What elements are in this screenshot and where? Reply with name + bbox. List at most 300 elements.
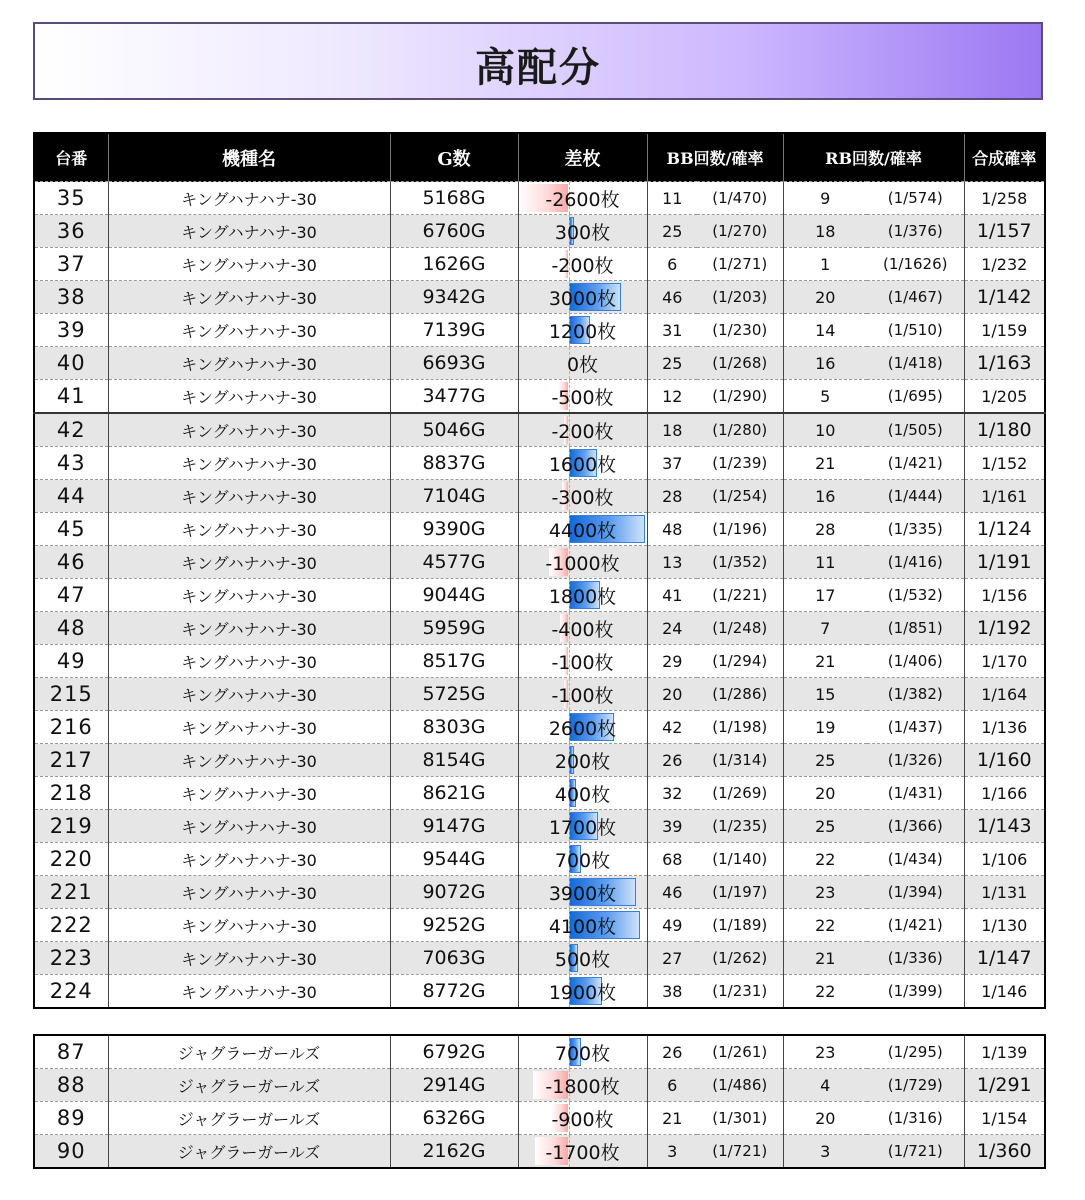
table-row [34,1035,1045,1069]
coin-difference-value: 4400枚 [548,519,617,542]
machine-name: キングハナハナ-30 [108,314,390,347]
table-row [34,215,1045,248]
combined-probability: 1/164 [964,678,1045,711]
table-row [34,843,1045,876]
machine-number: 40 [34,347,108,380]
coin-difference [518,513,647,546]
game-count: 5959G [390,612,518,645]
header-total: 合成確率 [964,133,1045,182]
rb-probability: (1/399) [867,975,964,1009]
bb-probability: (1/198) [697,711,783,744]
bb-probability: (1/271) [697,248,783,281]
bb-probability: (1/239) [697,447,783,480]
machine-number: 215 [34,678,108,711]
combined-probability: 1/163 [964,347,1045,380]
coin-difference [518,1102,647,1135]
rb-probability: (1/729) [867,1069,964,1102]
combined-probability: 1/147 [964,942,1045,975]
rb-probability: (1/437) [867,711,964,744]
coin-difference-value: -1700枚 [545,1141,620,1164]
rb-count: 16 [783,480,867,513]
machine-name: キングハナハナ-30 [108,413,390,447]
rb-probability: (1/574) [867,182,964,215]
table-row [34,711,1045,744]
machine-name: キングハナハナ-30 [108,744,390,777]
rb-count: 21 [783,447,867,480]
bb-probability: (1/140) [697,843,783,876]
rb-count: 28 [783,513,867,546]
rb-count: 17 [783,579,867,612]
coin-difference-value: -400枚 [551,618,614,641]
combined-probability: 1/232 [964,248,1045,281]
game-count: 2162G [390,1135,518,1169]
bb-count: 25 [647,215,697,248]
game-count: 8303G [390,711,518,744]
game-count: 8621G [390,777,518,810]
machine-name: キングハナハナ-30 [108,182,390,215]
bb-count: 31 [647,314,697,347]
machine-name: キングハナハナ-30 [108,546,390,579]
machine-number: 222 [34,909,108,942]
combined-probability: 1/192 [964,612,1045,645]
combined-probability: 1/152 [964,447,1045,480]
table-row [34,777,1045,810]
game-count: 6760G [390,215,518,248]
bb-probability: (1/294) [697,645,783,678]
game-count: 2914G [390,1069,518,1102]
rb-count: 9 [783,182,867,215]
bb-count: 28 [647,480,697,513]
game-count: 8517G [390,645,518,678]
bb-count: 6 [647,248,697,281]
rb-count: 11 [783,546,867,579]
bb-count: 21 [647,1102,697,1135]
combined-probability: 1/154 [964,1102,1045,1135]
table-row [34,314,1045,347]
machine-name: キングハナハナ-30 [108,513,390,546]
combined-probability: 1/157 [964,215,1045,248]
bb-probability: (1/486) [697,1069,783,1102]
rb-probability: (1/326) [867,744,964,777]
machine-number: 218 [34,777,108,810]
coin-difference [518,711,647,744]
machine-number: 220 [34,843,108,876]
coin-difference [518,678,647,711]
machine-name: キングハナハナ-30 [108,447,390,480]
coin-difference [518,546,647,579]
coin-difference [518,314,647,347]
machine-name: キングハナハナ-30 [108,215,390,248]
machine-name: キングハナハナ-30 [108,711,390,744]
coin-difference-value: 300枚 [554,221,611,244]
machine-number: 88 [34,1069,108,1102]
coin-difference-value: 1600枚 [548,453,617,476]
game-count: 8837G [390,447,518,480]
combined-probability: 1/143 [964,810,1045,843]
table-row [34,182,1045,215]
header-diff: 差枚 [518,133,647,182]
game-count: 5046G [390,413,518,447]
bb-count: 26 [647,1035,697,1069]
coin-difference-value: 400枚 [554,783,611,806]
machine-number: 219 [34,810,108,843]
rb-probability: (1/444) [867,480,964,513]
coin-difference-value: -2600枚 [545,188,620,211]
rb-count: 18 [783,215,867,248]
rb-probability: (1/532) [867,579,964,612]
coin-difference [518,480,647,513]
bb-probability: (1/261) [697,1035,783,1069]
combined-probability: 1/139 [964,1035,1045,1069]
machine-number: 224 [34,975,108,1009]
rb-count: 14 [783,314,867,347]
bb-probability: (1/197) [697,876,783,909]
rb-count: 20 [783,1102,867,1135]
bb-probability: (1/270) [697,215,783,248]
machine-number: 89 [34,1102,108,1135]
bb-probability: (1/196) [697,513,783,546]
rb-count: 16 [783,347,867,380]
bb-count: 20 [647,678,697,711]
game-count: 8154G [390,744,518,777]
bb-count: 3 [647,1135,697,1169]
bb-count: 18 [647,413,697,447]
bb-count: 27 [647,942,697,975]
bb-count: 68 [647,843,697,876]
coin-difference-value: 1200枚 [548,320,617,343]
coin-difference [518,909,647,942]
game-count: 3477G [390,380,518,414]
table-row [34,1069,1045,1102]
machine-name: キングハナハナ-30 [108,480,390,513]
rb-probability: (1/421) [867,447,964,480]
machine-number: 221 [34,876,108,909]
combined-probability: 1/124 [964,513,1045,546]
machine-number: 223 [34,942,108,975]
rb-count: 21 [783,645,867,678]
coin-difference-value: 3000枚 [548,287,617,310]
coin-difference [518,447,647,480]
machine-number: 44 [34,480,108,513]
bb-probability: (1/314) [697,744,783,777]
table-header-row [34,133,1045,182]
bb-probability: (1/352) [697,546,783,579]
bb-probability: (1/248) [697,612,783,645]
coin-difference [518,380,647,414]
sub-machine-table [33,1034,1046,1169]
coin-difference-value: 700枚 [554,849,611,872]
combined-probability: 1/180 [964,413,1045,447]
rb-probability: (1/421) [867,909,964,942]
machine-name: キングハナハナ-30 [108,909,390,942]
bb-probability: (1/235) [697,810,783,843]
bb-count: 38 [647,975,697,1009]
game-count: 5168G [390,182,518,215]
game-count: 7063G [390,942,518,975]
header-no: 台番 [34,133,108,182]
machine-number: 48 [34,612,108,645]
table-row [34,546,1045,579]
header-games: G数 [390,133,518,182]
machine-number: 35 [34,182,108,215]
bb-count: 48 [647,513,697,546]
machine-name: キングハナハナ-30 [108,777,390,810]
machine-number: 37 [34,248,108,281]
bb-probability: (1/262) [697,942,783,975]
coin-difference-value: 0枚 [566,353,599,376]
table-row [34,413,1045,447]
sub-table-body [34,1035,1045,1168]
coin-difference-value: 1800枚 [548,585,617,608]
rb-count: 10 [783,413,867,447]
coin-difference [518,281,647,314]
game-count: 6326G [390,1102,518,1135]
machine-name: ジャグラーガールズ [108,1035,390,1069]
table-row [34,876,1045,909]
bb-count: 37 [647,447,697,480]
game-count: 9544G [390,843,518,876]
table-row [34,513,1045,546]
coin-difference-value: 3900枚 [548,882,617,905]
machine-name: キングハナハナ-30 [108,281,390,314]
combined-probability: 1/146 [964,975,1045,1009]
combined-probability: 1/160 [964,744,1045,777]
coin-difference [518,347,647,380]
combined-probability: 1/258 [964,182,1045,215]
table-row [34,678,1045,711]
bb-probability: (1/280) [697,413,783,447]
coin-difference-value: 4100枚 [548,915,617,938]
coin-difference-value: 2600枚 [548,717,617,740]
machine-name: キングハナハナ-30 [108,876,390,909]
coin-difference [518,413,647,447]
coin-difference [518,843,647,876]
coin-difference [518,579,647,612]
rb-count: 5 [783,380,867,414]
game-count: 4577G [390,546,518,579]
bb-probability: (1/269) [697,777,783,810]
machine-name: ジャグラーガールズ [108,1069,390,1102]
rb-probability: (1/1626) [867,248,964,281]
rb-probability: (1/431) [867,777,964,810]
coin-difference-value: 1700枚 [548,816,617,839]
coin-difference-value: 500枚 [554,948,611,971]
machine-name: キングハナハナ-30 [108,975,390,1009]
machine-name: ジャグラーガールズ [108,1102,390,1135]
machine-number: 217 [34,744,108,777]
bb-count: 25 [647,347,697,380]
bb-probability: (1/203) [697,281,783,314]
coin-difference-value: 1900枚 [548,981,617,1004]
rb-count: 15 [783,678,867,711]
coin-difference [518,612,647,645]
coin-difference-value: 200枚 [554,750,611,773]
coin-difference [518,645,647,678]
coin-difference [518,876,647,909]
game-count: 9044G [390,579,518,612]
machine-number: 87 [34,1035,108,1069]
machine-name: キングハナハナ-30 [108,579,390,612]
bb-probability: (1/470) [697,182,783,215]
rb-count: 20 [783,281,867,314]
machine-name: キングハナハナ-30 [108,810,390,843]
coin-difference [518,975,647,1009]
bb-count: 41 [647,579,697,612]
combined-probability: 1/291 [964,1069,1045,1102]
rb-count: 22 [783,909,867,942]
bb-count: 13 [647,546,697,579]
rb-probability: (1/467) [867,281,964,314]
rb-probability: (1/418) [867,347,964,380]
rb-count: 22 [783,975,867,1009]
combined-probability: 1/161 [964,480,1045,513]
table-row [34,248,1045,281]
table-row [34,281,1045,314]
main-machine-table [33,132,1046,1009]
combined-probability: 1/360 [964,1135,1045,1169]
main-table-body [34,182,1045,1009]
rb-probability: (1/721) [867,1135,964,1169]
machine-name: ジャグラーガールズ [108,1135,390,1169]
bb-probability: (1/254) [697,480,783,513]
bb-count: 46 [647,281,697,314]
machine-number: 41 [34,380,108,414]
machine-number: 45 [34,513,108,546]
table-row [34,579,1045,612]
table-row [34,347,1045,380]
combined-probability: 1/136 [964,711,1045,744]
coin-difference [518,744,647,777]
coin-difference [518,215,647,248]
table-row [34,380,1045,414]
rb-probability: (1/335) [867,513,964,546]
game-count: 9252G [390,909,518,942]
game-count: 6792G [390,1035,518,1069]
rb-probability: (1/505) [867,413,964,447]
rb-count: 25 [783,810,867,843]
machine-number: 47 [34,579,108,612]
machine-number: 42 [34,413,108,447]
coin-difference [518,1035,647,1069]
game-count: 9072G [390,876,518,909]
header-name: 機種名 [108,133,390,182]
bb-count: 42 [647,711,697,744]
machine-number: 36 [34,215,108,248]
bb-probability: (1/231) [697,975,783,1009]
rb-count: 7 [783,612,867,645]
rb-count: 22 [783,843,867,876]
machine-number: 39 [34,314,108,347]
game-count: 8772G [390,975,518,1009]
table-row [34,612,1045,645]
bb-count: 12 [647,380,697,414]
coin-difference-value: -200枚 [551,420,614,443]
coin-difference [518,810,647,843]
machine-name: キングハナハナ-30 [108,843,390,876]
rb-probability: (1/376) [867,215,964,248]
bb-count: 46 [647,876,697,909]
coin-difference [518,182,647,215]
combined-probability: 1/131 [964,876,1045,909]
combined-probability: 1/170 [964,645,1045,678]
table-row [34,810,1045,843]
game-count: 7104G [390,480,518,513]
game-count: 9342G [390,281,518,314]
bb-probability: (1/721) [697,1135,783,1169]
table-row [34,480,1045,513]
coin-difference [518,942,647,975]
combined-probability: 1/205 [964,380,1045,414]
bb-probability: (1/301) [697,1102,783,1135]
header-rb: RB回数/確率 [783,133,964,182]
machine-number: 49 [34,645,108,678]
rb-probability: (1/316) [867,1102,964,1135]
bb-probability: (1/268) [697,347,783,380]
machine-number: 43 [34,447,108,480]
rb-probability: (1/394) [867,876,964,909]
coin-difference-value: -100枚 [551,651,614,674]
coin-difference-value: -1800枚 [545,1075,620,1098]
rb-count: 21 [783,942,867,975]
coin-difference-value: -900枚 [551,1108,614,1131]
coin-difference-value: -1000枚 [545,552,620,575]
coin-difference [518,248,647,281]
machine-number: 90 [34,1135,108,1169]
rb-probability: (1/336) [867,942,964,975]
coin-difference-value: -200枚 [551,254,614,277]
rb-probability: (1/382) [867,678,964,711]
machine-name: キングハナハナ-30 [108,942,390,975]
rb-count: 20 [783,777,867,810]
game-count: 9390G [390,513,518,546]
bb-count: 39 [647,810,697,843]
rb-count: 1 [783,248,867,281]
combined-probability: 1/159 [964,314,1045,347]
machine-name: キングハナハナ-30 [108,645,390,678]
game-count: 9147G [390,810,518,843]
machine-name: キングハナハナ-30 [108,347,390,380]
rb-count: 19 [783,711,867,744]
rb-count: 4 [783,1069,867,1102]
machine-name: キングハナハナ-30 [108,612,390,645]
table-row [34,942,1045,975]
combined-probability: 1/142 [964,281,1045,314]
rb-probability: (1/366) [867,810,964,843]
machine-name: キングハナハナ-30 [108,248,390,281]
bb-count: 49 [647,909,697,942]
rb-probability: (1/416) [867,546,964,579]
coin-difference [518,777,647,810]
table-row [34,909,1045,942]
rb-count: 23 [783,876,867,909]
machine-name: キングハナハナ-30 [108,380,390,414]
rb-probability: (1/510) [867,314,964,347]
rb-probability: (1/851) [867,612,964,645]
bb-count: 32 [647,777,697,810]
bb-count: 24 [647,612,697,645]
rb-probability: (1/406) [867,645,964,678]
bb-probability: (1/286) [697,678,783,711]
table-row [34,744,1045,777]
game-count: 1626G [390,248,518,281]
coin-difference-value: -100枚 [551,684,614,707]
game-count: 5725G [390,678,518,711]
coin-difference-value: 700枚 [554,1042,611,1065]
rb-count: 3 [783,1135,867,1169]
game-count: 6693G [390,347,518,380]
machine-number: 216 [34,711,108,744]
coin-difference-value: -300枚 [551,486,614,509]
